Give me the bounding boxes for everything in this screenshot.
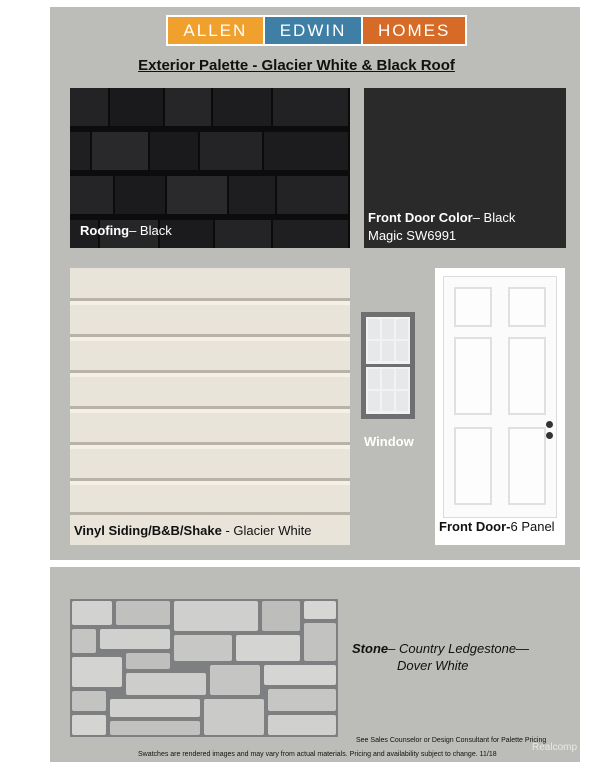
logo-allen: ALLEN [168,17,263,44]
page-heading: Exterior Palette - Glacier White & Black Roof [138,57,455,74]
stone-name: Stone [352,641,389,656]
door-knob [546,421,553,428]
allen-edwin-homes-logo [166,15,467,46]
window-image [361,312,415,419]
front-door-color-value-1: – Black [472,210,516,225]
logo-homes: HOMES [363,17,465,44]
roofing-name: Roofing [80,223,130,238]
siding-value: - Glacier White [221,523,312,538]
front-door-image [435,268,565,545]
vinyl-siding-swatch [70,268,350,545]
realcomp-watermark: Realcomp [532,742,578,753]
front-door-color-label [368,209,515,245]
door-lock [546,432,553,439]
roofing-swatch [70,88,350,248]
disclaimer-footnote: Swatches are rendered images and may vary from actual materials. Pricing and availability subject to change. 11/18 [138,751,497,758]
roofing-label [80,223,172,238]
pricing-footnote: See Sales Counselor or Design Consultant for Palette Pricing [356,737,547,744]
siding-name: Vinyl Siding/B&B/Shake [74,523,222,538]
front-door-color-value-2: Magic SW6991 [368,228,457,243]
front-door-name: Front Door- [439,519,511,534]
logo-edwin: EDWIN [263,17,364,44]
window-label: Window [364,434,414,449]
front-door-label [439,519,555,534]
stone-swatch [70,599,338,737]
stone-value-2: Dover White [397,658,469,673]
front-door-color-name: Front Door Color [368,210,473,225]
roofing-value: – Black [129,223,172,238]
stone-value-1: – Country Ledgestone— [388,641,530,656]
stone-label [352,640,529,674]
front-door-color-swatch [364,88,566,248]
siding-label [74,523,311,538]
front-door-value: 6 Panel [510,519,555,534]
